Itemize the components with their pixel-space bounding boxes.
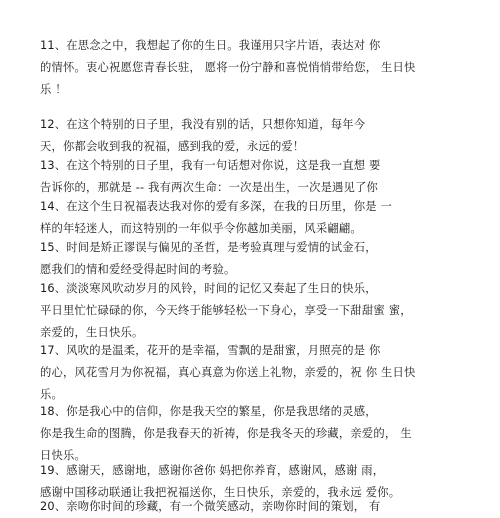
paragraph-line: 19、感谢天，感谢地，感谢你爸你 妈把你养育，感谢风，感谢 雨，	[40, 464, 385, 477]
paragraph-line: 感谢中国移动联通让我把祝福送你，生日快乐，亲爱的，我永远 爱你。	[40, 486, 401, 499]
paragraph-line: 乐。	[40, 388, 63, 401]
paragraph-11	[40, 35, 470, 101]
paragraph-line: 平日里忙忙碌碌的你，今天终于能够轻松一下身心，享受一下甜甜蜜 蜜，	[40, 304, 412, 317]
paragraph-line: 的心，风花雪月为你祝福，真心真意为你送上礼物，亲爱的，祝 你 生日快	[40, 366, 416, 379]
paragraph-18	[40, 401, 470, 467]
paragraph-line: 愿我们的情和爱经受得起时间的考验。	[40, 263, 236, 276]
paragraph-line: 16、淡淡寒风吹动岁月的风铃，时间的记忆又奏起了生日的快乐，	[40, 282, 377, 295]
paragraph-17	[40, 340, 470, 406]
paragraph-line: 告诉你的，那就是 -- 我有两次生命：一次是出生，一次是遇见了你	[40, 181, 379, 194]
paragraph-13	[40, 155, 470, 199]
paragraph-line: 15、时间是矫正谬误与偏见的圣哲，是考验真理与爱情的试金石，	[40, 241, 377, 254]
paragraph-12	[40, 114, 470, 158]
paragraph-20	[40, 496, 470, 518]
paragraph-line: 20、亲吻你时间的珍藏，有一个微笑感动，亲吻你时间的策划， 有	[40, 500, 381, 513]
paragraph-16	[40, 278, 470, 344]
paragraph-line: 天，你都会收到我的祝福，感到我的爱，永远的爱！	[40, 140, 305, 153]
paragraph-line: 日快乐。	[40, 449, 86, 462]
paragraph-line: 14、在这个生日祝福表达我对你的爱有多深，在我的日历里，你是 一	[40, 200, 392, 213]
paragraph-14	[40, 196, 470, 240]
paragraph-line: 你是我生命的图腾，你是我春天的祈祷，你是我冬天的珍藏，亲爱的， 生	[40, 427, 412, 440]
paragraph-15	[40, 237, 470, 281]
paragraph-line: 13、在这个特别的日子里，我有一句话想对你说，这是我一直想 要	[40, 159, 381, 172]
paragraph-line: 12、在这个特别的日子里，我没有别的话，只想你知道，每年今	[40, 118, 366, 131]
paragraph-line: 17、风吹的是温柔，花开的是幸福，雪飘的是甜蜜，月照亮的是 你	[40, 344, 381, 357]
paragraph-line: 乐 ！	[40, 83, 67, 96]
paragraph-line: 亲爱的，生日快乐。	[40, 326, 144, 339]
paragraph-line: 11、在思念之中，我想起了你的生日。我谨用只字片语，表达对 你	[40, 39, 381, 52]
paragraph-line: 18、你是我心中的信仰，你是我天空的繁星，你是我思绪的灵感，	[40, 405, 377, 418]
paragraph-line: 的情怀。衷心祝愿您青春长驻， 愿将一份宁静和喜悦悄悄带给您， 生日快	[40, 61, 416, 74]
paragraph-line: 样的年轻迷人，而这特别的一年似乎令你越加美丽，风采翩翩。	[40, 222, 362, 235]
